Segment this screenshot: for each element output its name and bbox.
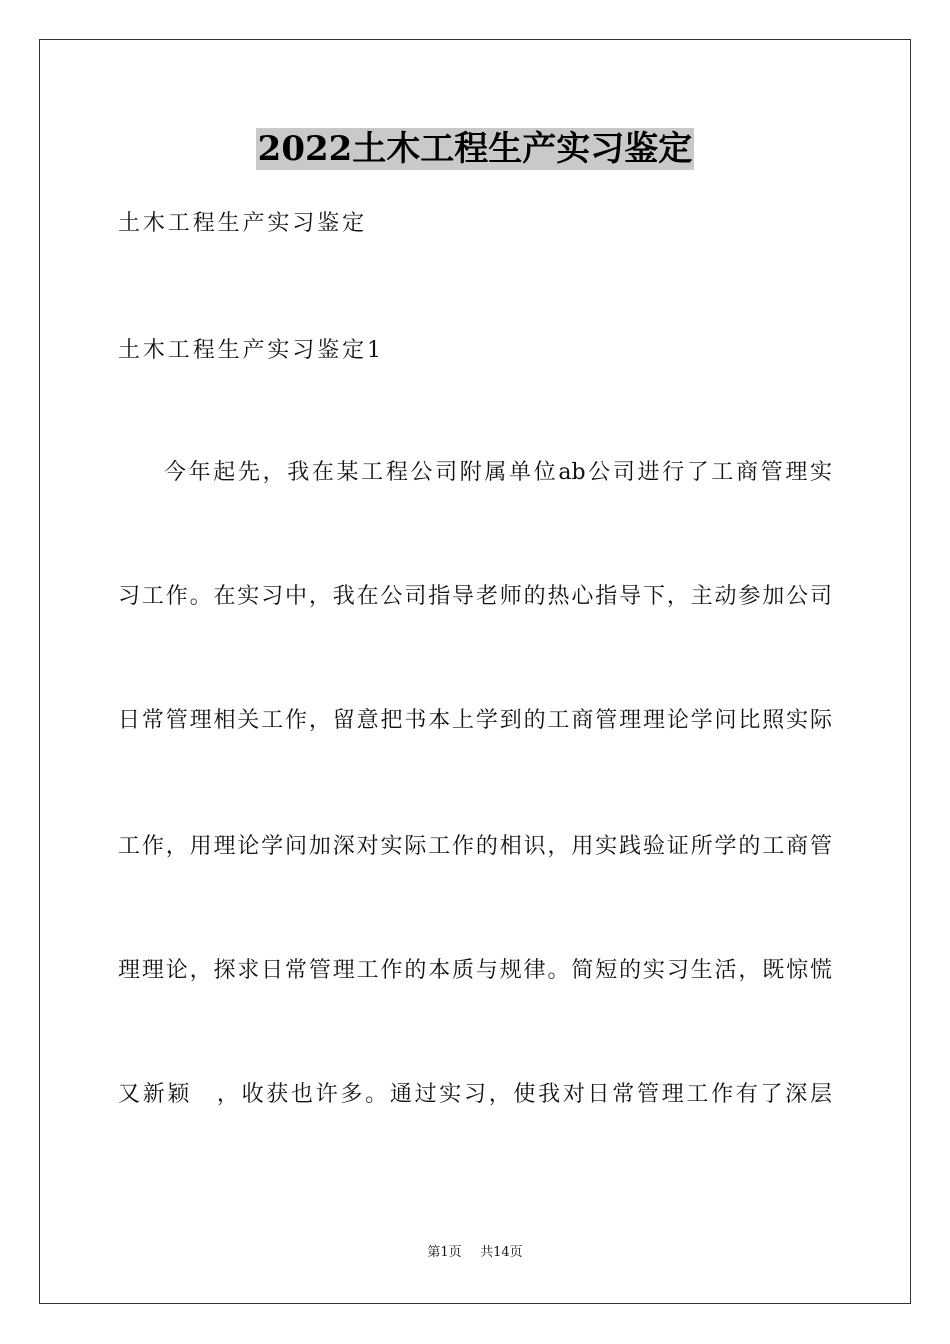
document-title: 2022土木工程生产实习鉴定 (257, 129, 693, 169)
page-total: 共14页 (480, 1245, 523, 1260)
paragraph-line: 又新颖 ，收获也许多。通过实习，使我对日常管理工作有了深层 (118, 1082, 832, 1107)
page-footer (0, 1244, 950, 1262)
title-container (0, 128, 950, 170)
document-subtitle: 土木工程生产实习鉴定 (118, 211, 368, 236)
section-heading: 土木工程生产实习鉴定1 (118, 338, 384, 363)
paragraph-line: 习工作。在实习中，我在公司指导老师的热心指导下，主动参加公司 (118, 584, 832, 609)
paragraph-line: 工作，用理论学问加深对实际工作的相识，用实践验证所学的工商管 (118, 834, 832, 859)
page-number: 第1页 (427, 1245, 462, 1260)
paragraph-line: 日常管理相关工作，留意把书本上学到的工商管理理论学问比照实际 (118, 708, 832, 733)
paragraph-line: 理理论，探求日常管理工作的本质与规律。简短的实习生活，既惊慌 (118, 958, 832, 983)
paragraph-line: 今年起先，我在某工程公司附属单位ab公司进行了工商管理实 (164, 460, 832, 485)
